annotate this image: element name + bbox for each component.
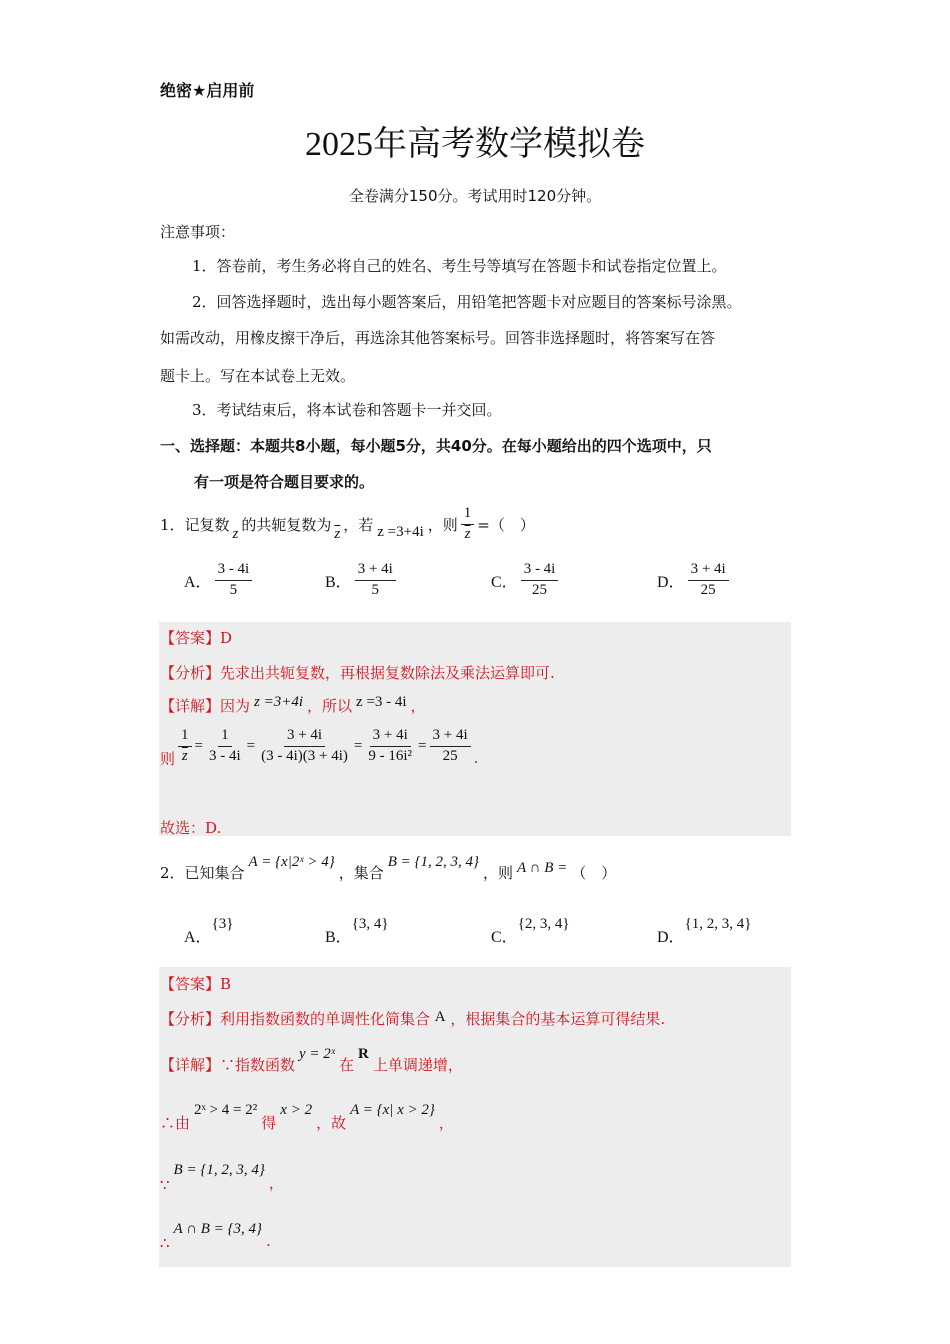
q1-stem-e: =（ ） (477, 515, 535, 534)
q2-step2-x: x > 2 (280, 1102, 313, 1118)
q2-stem-c: ，则 (483, 864, 514, 882)
q2-set-a: A = {x|2ˣ > 4} (248, 854, 335, 870)
q2-step2-d: ， (438, 1114, 454, 1132)
notes-item-2: 2．回答选择题时，选出每小题答案后，用铅笔把答题卡对应题目的答案标号涂黑。 (192, 293, 742, 311)
q2-step2-b: 得 (261, 1114, 277, 1132)
q1-detail-line (160, 695, 426, 716)
notes-item-3: 3．考试结束后，将本试卷和答题卡一并交回。 (192, 401, 502, 419)
notes-heading: 注意事项： (160, 223, 236, 241)
q1-detail-prefix: 【详解】因为 (160, 697, 251, 715)
q2-analysis-a: 【分析】利用指数函数的单调性化简集合 (160, 1010, 431, 1028)
q2-paren: （ ） (571, 864, 617, 882)
q2-option-b[interactable]: B．{3, 4} (325, 916, 389, 946)
q2-stem-a: 2．已知集合 (160, 864, 245, 882)
q1-option-c[interactable]: C． $\frac{3 - 4i}{25}$ (491, 562, 561, 599)
q2-answer: 【答案】B (160, 975, 232, 993)
q1-stem-c: ，若 (343, 515, 374, 534)
secret-label: 绝密★启用前 (160, 81, 255, 100)
q2-detail-func: y = 2ˣ (299, 1046, 336, 1062)
q2-option-d[interactable]: D．{1, 2, 3, 4} (657, 916, 752, 946)
q1-then: 则 (160, 749, 176, 768)
q2-step-2 (160, 1100, 454, 1132)
q2-step-4 (160, 1220, 271, 1252)
q2-detail-line (160, 1044, 463, 1074)
q1-calc-frac-1: $\frac{1}{z}$ (178, 728, 192, 765)
question-2-options (184, 910, 764, 944)
page-title: 2025年高考数学模拟卷 (305, 126, 645, 163)
q2-step4-set: A ∩ B = {3, 4} (173, 1220, 263, 1237)
q2-stem-b: ，集合 (338, 864, 384, 882)
q1-answer: 【答案】D (160, 629, 233, 647)
q1-calc-frac-2: $\frac{1}{3 - 4i}$ (208, 727, 241, 764)
q1-stem-a: 1．记复数 (160, 515, 230, 534)
q1-condition: z =3+4i (377, 523, 424, 540)
q1-detail-conj: z =3 - 4i (356, 694, 407, 710)
q2-step3-sym: ∵ (160, 1175, 170, 1194)
q1-var-z: z (232, 525, 239, 542)
q2-step2-set: A = {x| x > 2} (350, 1102, 435, 1118)
notes-item-2-cont: 如需改动，用橡皮擦干净后，再选涂其他答案标号。回答非选择题时，将答案写在答 (160, 329, 716, 347)
question-1-stem (160, 506, 535, 543)
section-heading-cont: 有一项是符合题目要求的。 (194, 473, 375, 491)
q2-detail-R: R (358, 1046, 369, 1062)
q1-var-zbar: $\overline{z}$ (334, 525, 341, 542)
q1-detail-mid: ，所以 (307, 697, 353, 715)
q1-option-d[interactable]: D． $\frac{3 + 4i}{25}$ (657, 562, 732, 599)
q2-step-3 (160, 1160, 284, 1194)
q1-calc-frac-5: $\frac{3 + 4i}{25}$ (430, 728, 471, 765)
q1-detail-end: ， (410, 697, 426, 715)
q2-detail-a: 【详解】∵指数函数 (160, 1056, 296, 1074)
page-subtitle: 全卷满分150分。考试用时120分钟。 (348, 187, 602, 205)
q1-choose: 故选：D. (160, 819, 222, 837)
question-1-options (184, 562, 744, 610)
q2-step3-set: B = {1, 2, 3, 4} (173, 1162, 265, 1178)
q1-stem-b: 的共轭复数为 (241, 515, 332, 534)
q1-frac-1-over-zbar: $\frac{1}{z}$ (461, 506, 475, 543)
q2-analysis-b: ，根据集合的基本运算可得结果. (450, 1010, 666, 1028)
q1-stem-d: ，则 (427, 515, 458, 534)
q2-analysis-var: A (434, 1009, 446, 1025)
q2-detail-b: 在 (339, 1056, 355, 1074)
q2-set-b: B = {1, 2, 3, 4} (387, 854, 480, 870)
q2-detail-c: 上单调递增， (372, 1056, 463, 1074)
q1-detail-cond: z =3+4i (254, 694, 304, 710)
q1-analysis: 【分析】先求出共轭复数，再根据复数除法及乘法运算即可. (160, 664, 555, 682)
q1-calculation: 则 $\frac{1}{z}$ = $\frac{1}{3 - 4i}$ = $\frac{3 + 4i}{(3 - 4i)(3 + 4i)}$ = $\frac{3 + 4i}{\text{9 - 16i²}}$ = $\frac{3 + 4i}{25}$ . (160, 727, 479, 768)
q1-option-b[interactable]: B． $\frac{3 + 4i}{5}$ (325, 562, 399, 599)
q1-option-a[interactable]: A． $\frac{3 - 4i}{5}$ (184, 562, 255, 599)
notes-item-2-end: 题卡上。写在本试卷上无效。 (160, 367, 356, 385)
q2-step2-ineq: 2ˣ > 4 = 2² (194, 1102, 258, 1118)
q2-analysis (160, 1008, 665, 1029)
q2-step4-end: . (266, 1232, 271, 1250)
q2-option-a[interactable]: A．{3} (184, 916, 234, 946)
q1-calc-frac-4: $\frac{3 + 4i}{\text{9 - 16i²}}$ (368, 727, 413, 764)
q1-calc-frac-3: $\frac{3 + 4i}{(3 - 4i)(3 + 4i)}$ (261, 727, 348, 764)
q2-step2-a: ∴由 (160, 1114, 191, 1132)
q2-step4-sym: ∴ (160, 1234, 170, 1252)
q2-expr: A ∩ B = (517, 860, 568, 876)
section-heading: 一、选择题：本题共8小题，每小题5分，共40分。在每小题给出的四个选项中，只 (160, 437, 712, 455)
q2-option-c[interactable]: C．{2, 3, 4} (491, 916, 570, 946)
notes-item-1: 1．答卷前，考生务必将自己的姓名、考生号等填写在答题卡和试卷指定位置上。 (192, 257, 727, 275)
question-2-stem (160, 852, 617, 882)
q2-step3-end: ， (268, 1174, 284, 1192)
q2-step2-c: ，故 (316, 1114, 347, 1132)
